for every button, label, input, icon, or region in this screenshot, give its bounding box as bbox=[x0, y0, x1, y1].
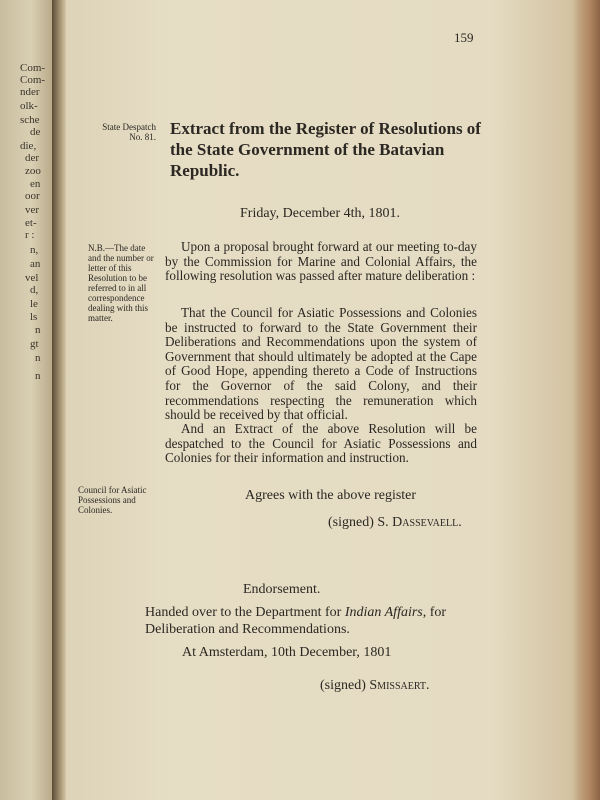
department-name: Indian Affairs bbox=[344, 605, 423, 620]
left-page-fragment: n bbox=[35, 352, 41, 364]
left-page-fragment: Com- bbox=[20, 74, 46, 86]
left-page-fragment: n, bbox=[30, 244, 39, 256]
left-page bbox=[0, 0, 52, 800]
agrees-line: Agrees with the above register bbox=[245, 488, 417, 503]
left-page-fragment: an bbox=[30, 258, 41, 270]
left-page-fragment: sche bbox=[20, 114, 40, 126]
left-page-fragment: de bbox=[30, 126, 41, 138]
left-page-fragment: der bbox=[25, 152, 40, 164]
left-page-fragment: gt bbox=[30, 338, 39, 350]
paragraph-1: Upon a proposal brought forward at our meeting to-day by the Commission for Marine and Colonial Affairs, the following resolution was passed after mature deliberation : bbox=[165, 239, 477, 284]
left-page-fragment: r : bbox=[25, 229, 35, 241]
endorsement-heading: Endorsement. bbox=[243, 582, 321, 597]
left-page-fragment: et- bbox=[25, 217, 37, 229]
left-page-fragment: vel bbox=[25, 272, 39, 284]
place-date-line: At Amsterdam, 10th December, 1801 bbox=[182, 645, 392, 660]
left-page-fragment: zoo bbox=[25, 165, 41, 177]
left-page-fragment: nder bbox=[20, 86, 40, 98]
handed-over-before: Handed over to the Department for bbox=[145, 605, 345, 620]
margin-note: N.B.—The date and the number or letter of this Resolution to be referred to in all correspondence dealing with this matter. bbox=[88, 243, 154, 323]
left-page-fragment: Com- bbox=[20, 62, 46, 74]
page-edge bbox=[572, 0, 600, 800]
left-page-fragment: n bbox=[35, 370, 41, 382]
date-line: Friday, December 4th, 1801. bbox=[240, 206, 401, 221]
paragraph-2: That the Council for Asiatic Possessions and Colonies be instructed to forward to the State Government their Deliberations and Recommendations upon the system of Government that should ultimately be adopted at the Cape of Good Hope, appending thereto a Code of Instructions for the Governor of the said Colony, and their recommendations respecting the remuneration which should be received by that official. bbox=[165, 305, 477, 423]
left-page-fragment: ver bbox=[25, 204, 40, 216]
signature-1 bbox=[328, 515, 462, 531]
paragraph-3: And an Extract of the above Resolution will be despatched to the Council for Asiatic Possessions and Colonies for their information and instruction. bbox=[165, 421, 477, 466]
left-page-fragment: ls bbox=[30, 311, 38, 323]
left-page-fragment: die, bbox=[20, 140, 37, 152]
signature-2 bbox=[320, 678, 430, 694]
council-margin-note: Council for Asiatic Possessions and Colonies. bbox=[78, 485, 147, 515]
left-page-fragment: oor bbox=[25, 190, 40, 202]
signature-1-prefix: (signed) S. bbox=[328, 515, 393, 530]
signature-2-name: Smissaert. bbox=[369, 678, 430, 693]
book-gutter bbox=[52, 0, 66, 800]
signature-2-prefix: (signed) bbox=[320, 678, 370, 693]
left-page-fragment: n bbox=[35, 324, 41, 336]
page-number: 159 bbox=[454, 30, 474, 45]
left-page-fragment: en bbox=[30, 178, 41, 190]
handed-over-line bbox=[145, 604, 485, 638]
left-page-fragment: d, bbox=[30, 284, 39, 296]
handed-over-after: , for Deliberation and Recommendations. bbox=[145, 605, 447, 637]
left-page-fragment: olk- bbox=[20, 100, 38, 112]
state-despatch-note: State Despatch No. 81. bbox=[102, 122, 156, 142]
signature-1-name: Dassevaell. bbox=[392, 515, 462, 530]
page-title: Extract from the Register of Resolutions of the State Government of the Batavian Republic. bbox=[170, 119, 481, 180]
left-page-fragment: le bbox=[30, 298, 38, 310]
